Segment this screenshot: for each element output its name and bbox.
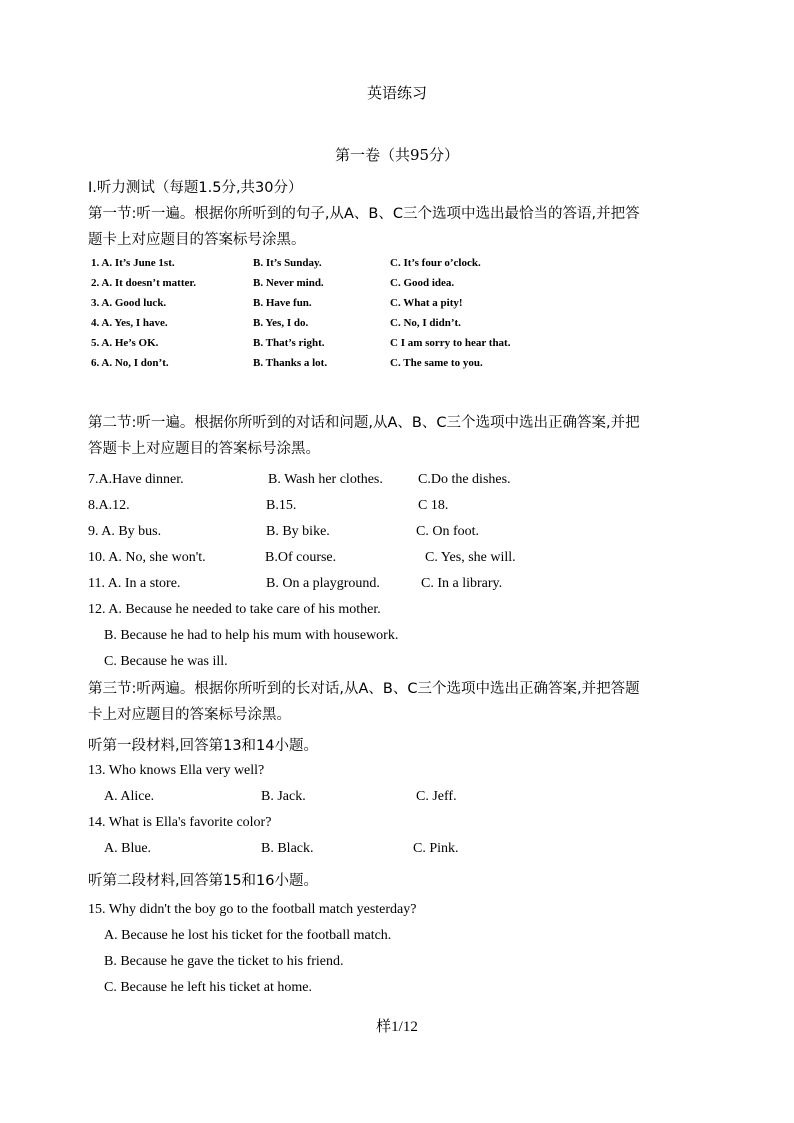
part1-heading: I.听力测试（每题1.5分,共30分） [88, 180, 303, 196]
option-c: C. The same to you. [390, 357, 483, 369]
list-item [88, 257, 608, 277]
q15-option-b: B. Because he gave the ticket to his friend. [104, 954, 344, 969]
material2-heading: 听第二段材料,回答第15和16小题。 [88, 873, 319, 889]
option-c: C. Good idea. [390, 277, 455, 289]
sec1-question-list [88, 257, 608, 377]
list-item [88, 357, 608, 377]
document-title: 英语练习 [366, 84, 427, 102]
q9-option-c: C. On foot. [416, 524, 479, 539]
q8-option-a: 8.A.12. [88, 498, 130, 513]
q15-option-c: C. Because he left his ticket at home. [104, 980, 312, 995]
volume-title: 第一卷（共95分） [334, 146, 460, 164]
q12-option-c: C. Because he was ill. [104, 654, 228, 669]
option-a: 6. A. No, I don’t. [91, 357, 169, 369]
list-item [88, 277, 608, 297]
q11-option-a: 11. A. In a store. [88, 576, 181, 591]
option-a: 5. A. He’s OK. [91, 337, 159, 349]
q10-option-b: B.Of course. [265, 550, 337, 565]
list-item [88, 337, 608, 357]
q13-option-b: B. Jack. [261, 789, 306, 804]
q15-stem: 15. Why didn't the boy go to the football match yesterday? [88, 902, 417, 917]
q13-stem: 13. Who knows Ella very well? [88, 763, 265, 778]
q8-option-c: C 18. [418, 498, 449, 513]
option-a: 4. A. Yes, I have. [91, 317, 168, 329]
q15-option-a: A. Because he lost his ticket for the football match. [104, 928, 392, 943]
q10-option-c: C. Yes, she will. [425, 550, 516, 565]
q7-option-a: 7.A.Have dinner. [88, 472, 184, 487]
q7-option-c: C.Do the dishes. [418, 472, 511, 487]
q11-option-b: B. On a playground. [266, 576, 380, 591]
option-b: B. Thanks a lot. [253, 357, 328, 369]
sec2-instruction-line2: 答题卡上对应题目的答案标号涂黑。 [88, 441, 320, 457]
sec1-instruction-line1: 第一节:听一遍。根据你所听到的句子,从A、B、C三个选项中选出最恰当的答语,并把答 [88, 206, 640, 222]
option-a: 3. A. Good luck. [91, 297, 167, 309]
option-c: C. It’s four o’clock. [390, 257, 481, 269]
q12-stem: 12. A. Because he needed to take care of his mother. [88, 602, 381, 617]
q7-option-b: B. Wash her clothes. [268, 472, 383, 487]
page-number: 样1/12 [376, 1019, 418, 1035]
sec3-instruction-line2: 卡上对应题目的答案标号涂黑。 [88, 707, 291, 723]
sec3-instruction-line1: 第三节:听两遍。根据你所听到的长对话,从A、B、C三个选项中选出正确答案,并把答题 [88, 681, 640, 697]
q14-option-a: A. Blue. [104, 841, 152, 856]
sec1-instruction-line2: 题卡上对应题目的答案标号涂黑。 [88, 232, 306, 248]
option-a: 2. A. It doesn’t matter. [91, 277, 196, 289]
q12-option-b: B. Because he had to help his mum with housework. [104, 628, 399, 643]
material1-heading: 听第一段材料,回答第13和14小题。 [88, 738, 319, 754]
option-c: C I am sorry to hear that. [390, 337, 511, 349]
option-b: B. That’s right. [253, 337, 325, 349]
q14-option-c: C. Pink. [413, 841, 459, 856]
q8-option-b: B.15. [266, 498, 297, 513]
q14-option-b: B. Black. [261, 841, 314, 856]
q11-option-c: C. In a library. [421, 576, 503, 591]
q9-option-a: 9. A. By bus. [88, 524, 162, 539]
q14-stem: 14. What is Ella's favorite color? [88, 815, 272, 830]
option-c: C. No, I didn’t. [390, 317, 461, 329]
q10-option-a: 10. A. No, she won't. [88, 550, 206, 565]
list-item [88, 297, 608, 317]
q13-option-a: A. Alice. [104, 789, 155, 804]
option-c: C. What a pity! [390, 297, 463, 309]
option-b: B. Have fun. [253, 297, 312, 309]
sec2-instruction-line1: 第二节:听一遍。根据你所听到的对话和问题,从A、B、C三个选项中选出正确答案,并把 [88, 415, 640, 431]
option-b: B. Never mind. [253, 277, 324, 289]
list-item [88, 317, 608, 337]
option-b: B. It’s Sunday. [253, 257, 322, 269]
option-b: B. Yes, I do. [253, 317, 309, 329]
q9-option-b: B. By bike. [266, 524, 330, 539]
option-a: 1. A. It’s June 1st. [91, 257, 175, 269]
q13-option-c: C. Jeff. [416, 789, 457, 804]
